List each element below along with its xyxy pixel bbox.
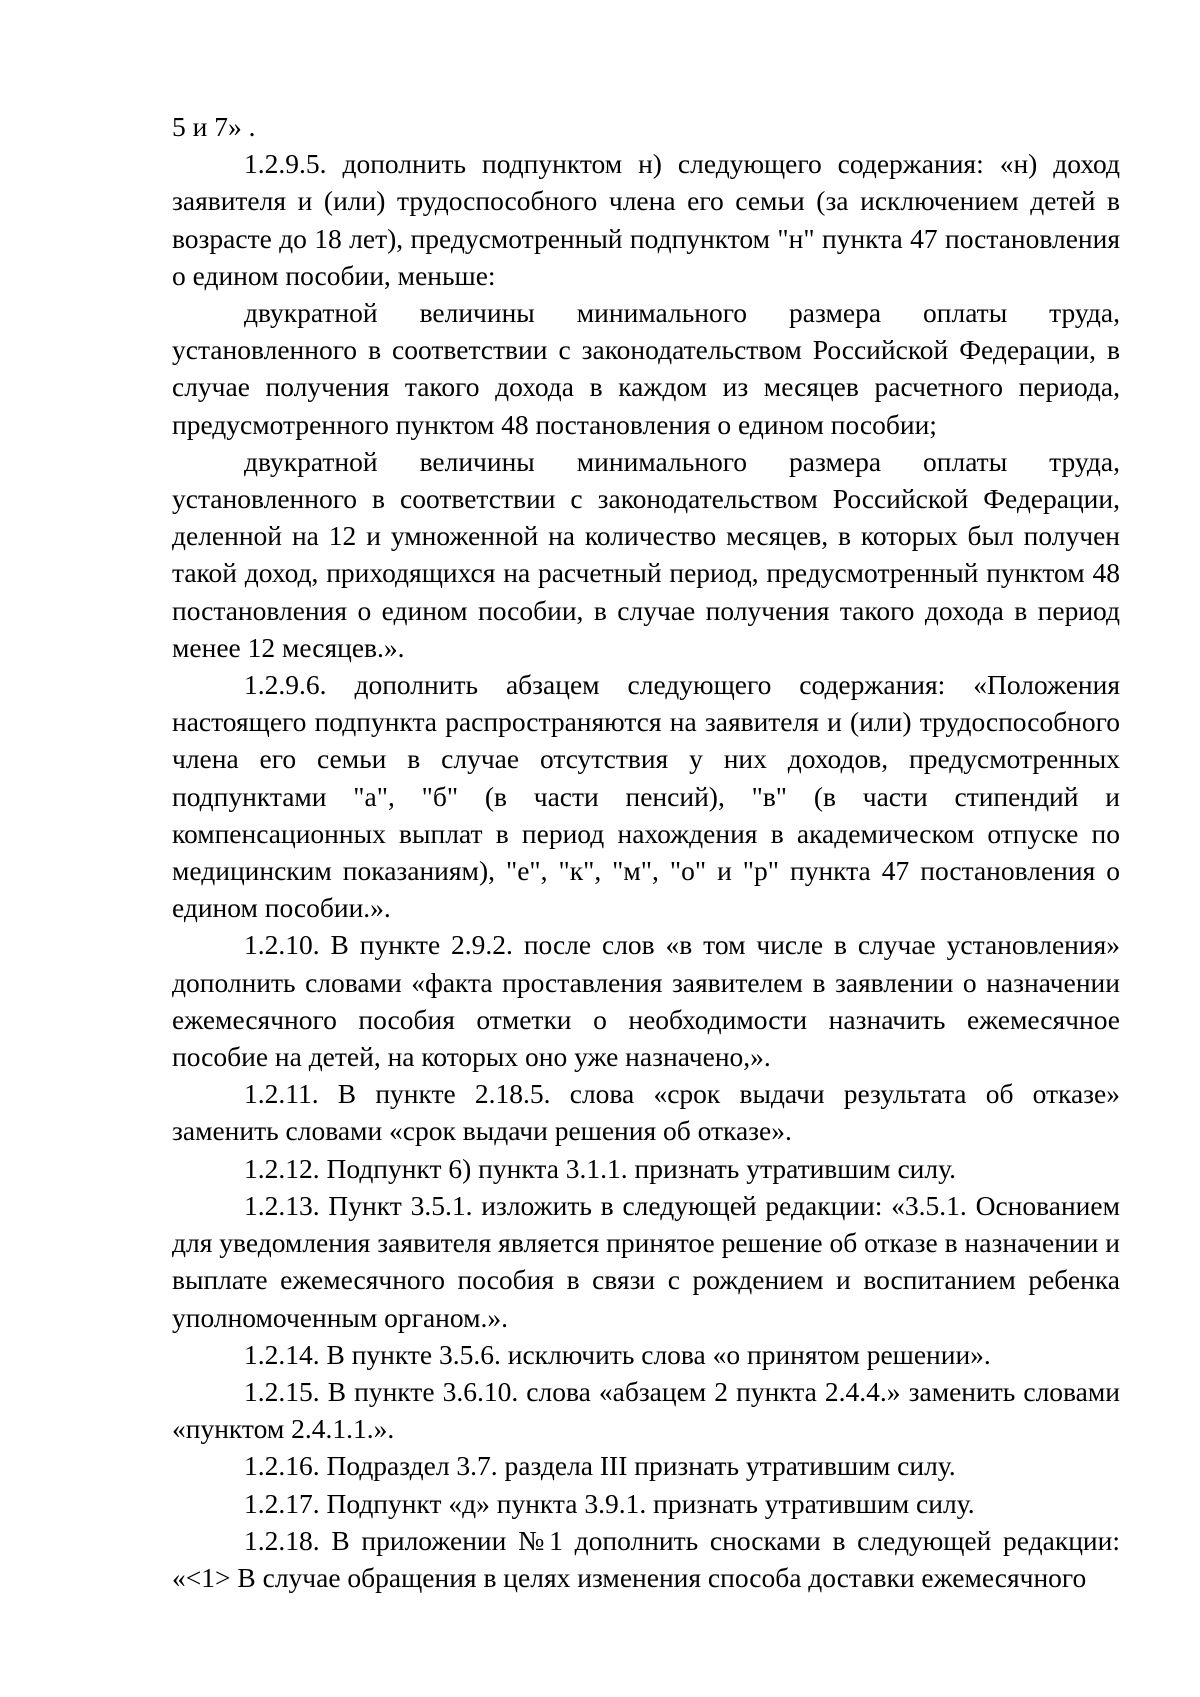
paragraph-1-2-13: 1.2.13. Пункт 3.5.1. изложить в следующей редакции: «3.5.1. Основанием для уведомления заявителя является принятое решение об отказе в назначении и выплате ежемесячного пособия в связи с рождением и воспитанием ребенка уполномоченным органом.». [172,1189,1120,1333]
paragraph-1-2-14: 1.2.14. В пункте 3.5.6. исключить слова «о принятом решении». [244,1338,991,1370]
paragraph-1-2-11: 1.2.11. В пункте 2.18.5. слова «срок выдачи результата об отказе» заменить словами «срок выдачи решения об отказе». [172,1078,1120,1147]
paragraph-double-mrot-monthly: двукратной величины минимального размера оплаты труда, установленного в соответствии с законодательством Российской Федерации, в случае получения такого дохода в каждом из месяцев расчетного периода, предусмотренного пунктом 48 постановления о едином пособии; [172,297,1120,440]
paragraph-double-mrot-partial: двукратной величины минимального размера оплаты труда, установленного в соответствии с законодательством Российской Федерации, деленной на 12 и умноженной на количество месяцев, в которых был получен такой доход, приходящихся на расчетный период, предусмотренный пунктом 48 постановления о едином пособии, в случае получения такого дохода в период менее 12 месяцев.». [172,445,1120,663]
paragraph-continuation: 5 и 7» . [172,111,256,142]
paragraph-1-2-18: 1.2.18. В приложении №1 дополнить сносками в следующей редакции: «<1> В случае обращения в целях изменения способа доставки ежемесячного [172,1524,1120,1593]
paragraph-1-2-16: 1.2.16. Подраздел 3.7. раздела III признать утратившим силу. [244,1450,956,1482]
paragraph-1-2-17: 1.2.17. Подпункт «д» пункта 3.9.1. признать утратившим силу. [244,1487,975,1519]
paragraph-1-2-10: 1.2.10. В пункте 2.9.2. после слов «в том числе в случае установления» дополнить словами «факта проставления заявителем в заявлении о назначении ежемесячного пособия отметки о необходимости назначить ежемесячное пособие на детей, на которых оно уже назначено,». [172,929,1120,1073]
paragraph-1-2-9-6: 1.2.9.6. дополнить абзацем следующего содержания: «Положения настоящего подпункта распространяются на заявителя и (или) трудоспособного члена его семьи в случае отсутствия у них доходов, предусмотренных подпунктами "а", "б" (в части пенсий), "в" (в части стипендий и компенсационных выплат в период нахождения в академическом отпуске по медицинским показаниям), "е", "к", "м", "о" и "р" пункта 47 постановления о едином пособии.». [172,669,1120,924]
paragraph-1-2-12: 1.2.12. Подпункт 6) пункта 3.1.1. признать утратившим силу. [244,1152,956,1184]
paragraph-1-2-15: 1.2.15. В пункте 3.6.10. слова «абзацем 2 пункта 2.4.4.» заменить словами «пунктом 2.4.1.1.». [172,1375,1120,1445]
paragraph-1-2-9-5: 1.2.9.5. дополнить подпунктом н) следующего содержания: «н) доход заявителя и (или) трудоспособного члена его семьи (за исключением детей в возрасте до 18 лет), предусмотренный подпунктом "н" пункта 47 постановления о едином пособии, меньше: [172,148,1120,291]
document-page [172,108,1120,1596]
